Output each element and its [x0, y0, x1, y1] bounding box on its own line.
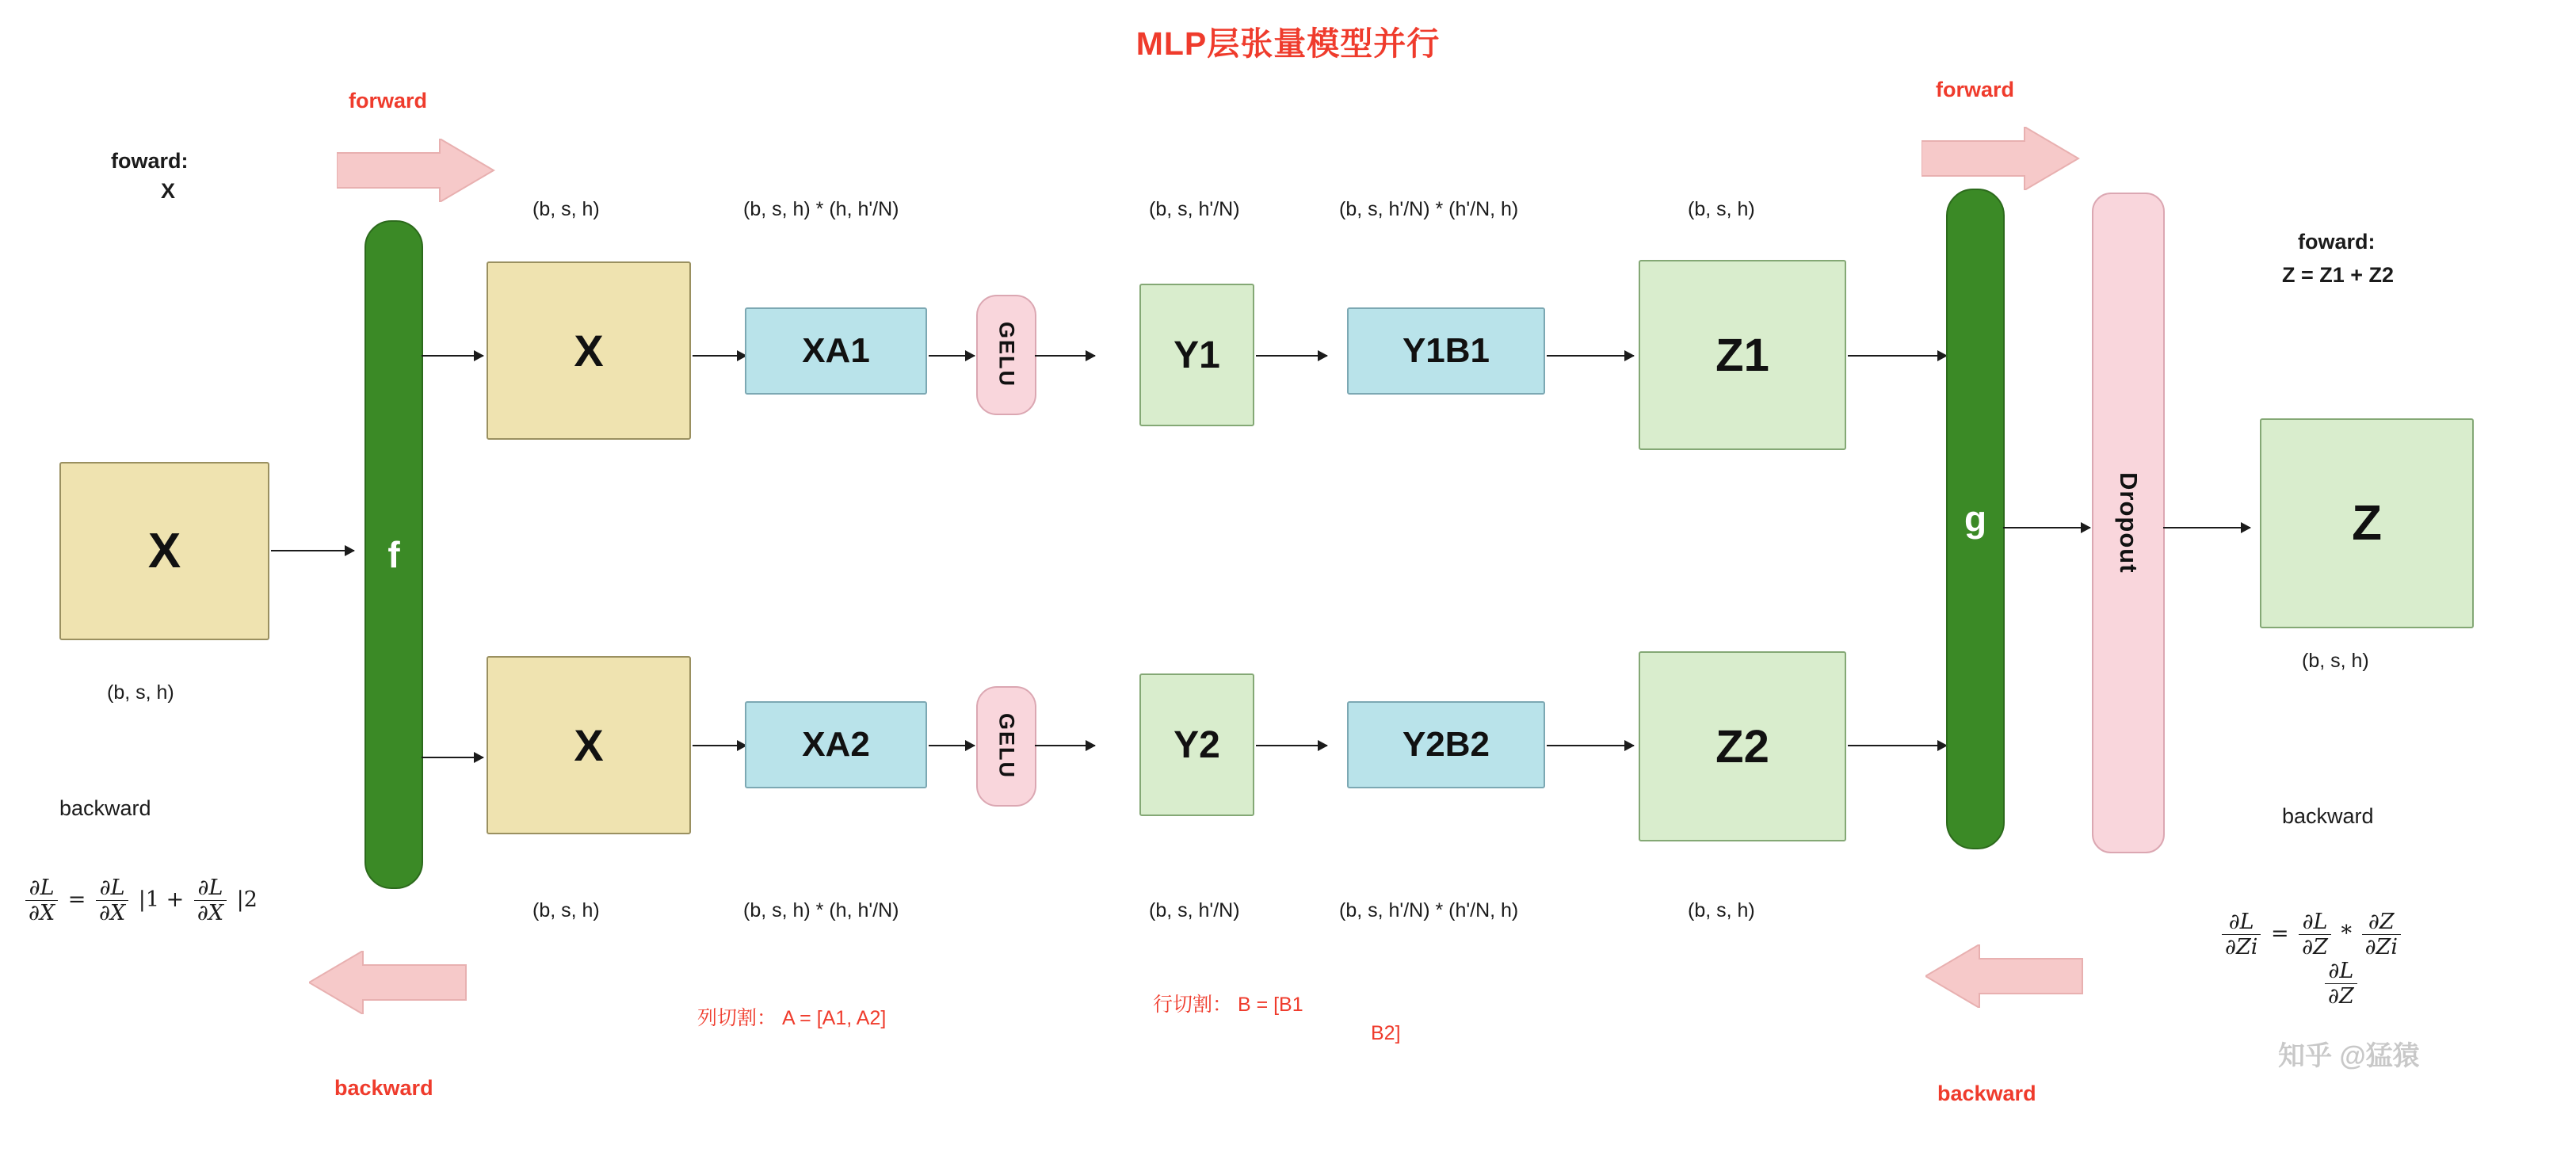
backward-word-right: backward: [2282, 804, 2374, 828]
bottom-x-box: X: [487, 656, 691, 834]
foward-input-label-line1: foward:: [111, 149, 189, 173]
connector-top-z1-to-g: [1848, 355, 1947, 357]
top-gelu-pill: [976, 295, 1036, 415]
output-z-box: Z: [2260, 418, 2474, 628]
connector-x-to-f: [271, 550, 354, 551]
bottom-y-shape-label: (b, s, h'/N): [1149, 899, 1240, 921]
top-gelu-label: GELU: [994, 322, 1019, 388]
left-gradient-formula: [22, 876, 258, 925]
left-formula-t1-den: ∂X: [96, 900, 128, 925]
forward-label-left: forward: [349, 89, 428, 113]
backward-arrow-left-icon: [309, 951, 467, 1018]
left-formula-t1-num: ∂L: [99, 876, 125, 900]
connector-top-xa1-to-gelu: [929, 355, 975, 357]
top-z-shape-label: (b, s, h): [1688, 198, 1755, 220]
left-formula-eq: =: [67, 887, 86, 912]
connector-bottom-x-to-xa2: [693, 745, 746, 746]
connector-bottom-xa2-to-gelu: [929, 745, 975, 746]
top-z1-box: Z1: [1639, 260, 1846, 450]
bottom-gelu-label: GELU: [994, 713, 1019, 780]
right-gradient-formula-second: [2322, 959, 2360, 1009]
connector-top-y1b1-to-z1: [1547, 355, 1634, 357]
right-formula-eq: =: [2270, 921, 2289, 946]
bottom-z2-box: Z2: [1639, 651, 1846, 841]
dropout-block: [2092, 193, 2165, 853]
top-xa1-box: XA1: [745, 307, 927, 395]
input-x-box: X: [59, 462, 269, 640]
bottom-yb-shape-label: (b, s, h'/N) * (h'/N, h): [1339, 899, 1519, 921]
left-formula-t1-suffix: |1 +: [138, 887, 185, 912]
top-xa-shape-label: (b, s, h) * (h, h'/N): [743, 198, 899, 220]
column-split-note: 列切割： A = [A1, A2]: [697, 1007, 887, 1029]
bottom-xa-shape-label: (b, s, h) * (h, h'/N): [743, 899, 899, 921]
forward-label-right: forward: [1936, 78, 2015, 101]
connector-top-gelu-to-y1: [1035, 355, 1095, 357]
right-formula-lhs-num: ∂L: [2228, 910, 2254, 934]
row-split-note-line1: 行切割： B = [B1: [1153, 994, 1303, 1016]
forward-arrow-left-icon: [337, 139, 495, 206]
bottom-gelu-pill: [976, 686, 1036, 807]
right-formula-lhs-den: ∂Zi: [2222, 934, 2261, 960]
top-yb-shape-label: (b, s, h'/N) * (h'/N, h): [1339, 198, 1519, 220]
connector-dropout-to-z: [2163, 527, 2250, 528]
right-formula-second-den: ∂Z: [2325, 983, 2357, 1009]
left-formula-lhs-num: ∂L: [29, 876, 55, 900]
right-formula-star: *: [2341, 921, 2352, 946]
connector-bottom-z2-to-g: [1848, 745, 1947, 746]
right-formula-t1-den: ∂Z: [2299, 934, 2331, 960]
top-y1b1-box: Y1B1: [1347, 307, 1545, 395]
input-x-shape-label: (b, s, h): [107, 681, 174, 704]
watermark: 知乎 @猛猿: [2278, 1041, 2420, 1071]
connector-top-x-to-xa1: [693, 355, 746, 357]
backward-label-left: backward: [334, 1076, 433, 1100]
backward-label-right: backward: [1937, 1082, 2036, 1105]
right-formula-t2-den: ∂Zi: [2362, 934, 2401, 960]
right-formula-t1-num: ∂L: [2302, 910, 2328, 934]
right-formula-second-num: ∂L: [2328, 959, 2354, 983]
right-formula-t2-num: ∂Z: [2368, 910, 2395, 934]
connector-bottom-gelu-to-y2: [1035, 745, 1095, 746]
connector-f-to-x-bottom: [422, 757, 483, 758]
bottom-x-shape-label: (b, s, h): [532, 899, 600, 921]
forward-arrow-right-icon: [1922, 127, 2080, 194]
bottom-xa2-box: XA2: [745, 701, 927, 788]
f-bar: f: [364, 220, 423, 889]
bottom-y2b2-box: Y2B2: [1347, 701, 1545, 788]
top-y1-box: Y1: [1139, 284, 1254, 426]
foward-input-label-line2: X: [161, 179, 176, 203]
page-title: MLP层张量模型并行: [1135, 25, 1441, 62]
top-x-box: X: [487, 261, 691, 440]
connector-top-y1-to-y1b1: [1256, 355, 1327, 357]
g-bar: g: [1946, 189, 2005, 849]
connector-g-to-dropout: [2003, 527, 2090, 528]
connector-bottom-y2-to-y2b2: [1256, 745, 1327, 746]
connector-f-to-x-top: [422, 355, 483, 357]
connector-bottom-y2b2-to-z2: [1547, 745, 1634, 746]
top-x-shape-label: (b, s, h): [532, 198, 600, 220]
left-formula-t2-num: ∂L: [197, 876, 223, 900]
left-formula-lhs-den: ∂X: [25, 900, 58, 925]
top-y-shape-label: (b, s, h'/N): [1149, 198, 1240, 220]
backward-word-left: backward: [59, 796, 151, 820]
bottom-z-shape-label: (b, s, h): [1688, 899, 1755, 921]
backward-arrow-right-icon: [1925, 944, 2084, 1012]
foward-output-label-line1: foward:: [2298, 230, 2376, 254]
right-gradient-formula: [2219, 910, 2404, 960]
left-formula-t2-suffix: |2: [236, 887, 258, 912]
left-formula-t2-den: ∂X: [194, 900, 227, 925]
foward-output-label-line2: Z = Z1 + Z2: [2282, 263, 2395, 287]
row-split-note-line2: B2]: [1371, 1022, 1401, 1044]
bottom-y2-box: Y2: [1139, 673, 1254, 816]
output-z-shape-label: (b, s, h): [2302, 650, 2369, 672]
dropout-label: Dropout: [2115, 472, 2143, 574]
